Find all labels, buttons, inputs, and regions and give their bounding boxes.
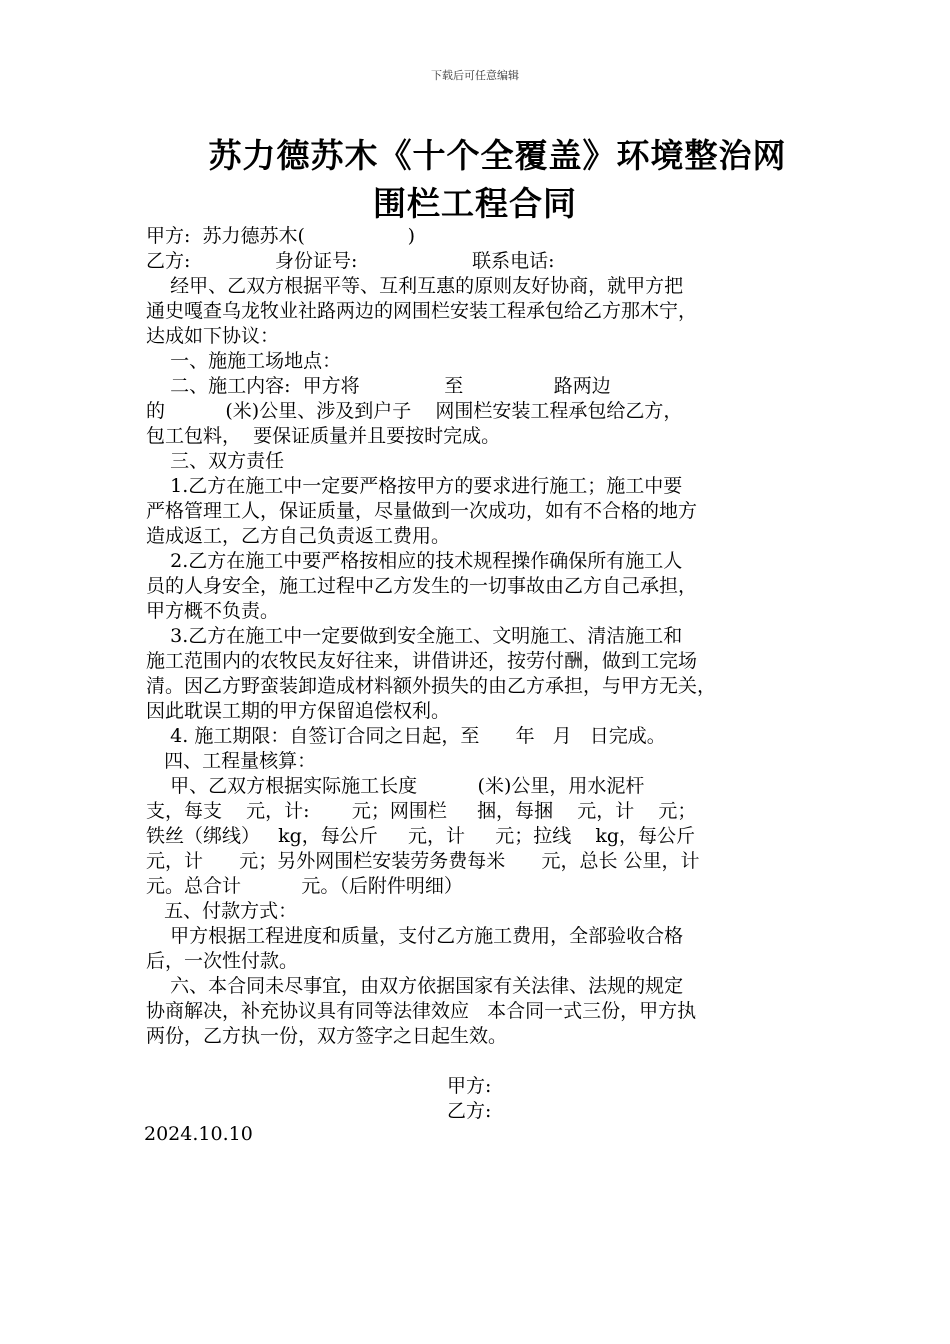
section-heading: 三、双方责任 xyxy=(146,450,285,472)
party-a-line: 甲方: 苏力德苏木( ) xyxy=(146,225,415,247)
section-heading: 四、工程量核算： xyxy=(146,750,317,772)
contract-title-line-1: 苏力德苏木《十个全覆盖》环境整治网 xyxy=(208,136,787,175)
body-line: 后，一次性付款。 xyxy=(146,950,299,972)
body-line: 元，计 元；另外网围栏安装劳务费每米 元，总长 公里，计 xyxy=(146,850,700,872)
party-b-line: 乙方: 身份证号: 联系电话: xyxy=(146,250,555,272)
section-heading: 五、付款方式： xyxy=(146,900,298,922)
contract-date: 2024.10.10 xyxy=(144,1123,253,1145)
body-line: 的 (米)公里、涉及到户子 网围栏安装工程承包给乙方， xyxy=(146,400,683,422)
body-line: 造成返工，乙方自己负责返工费用。 xyxy=(146,525,451,547)
contract-body xyxy=(146,224,810,1049)
signature-party-b: 乙方: xyxy=(447,1100,492,1122)
body-line: 包工包料， 要保证质量并且要按时完成。 xyxy=(146,425,501,447)
body-line: 六、本合同未尽事宜，由双方依据国家有关法律、法规的规定 xyxy=(146,975,684,997)
body-line: 协商解决，补充协议具有同等法律效应 本合同一式三份，甲方执 xyxy=(146,1000,697,1022)
body-line: 支，每支 元，计: 元；网围栏 捆，每捆 元，计 元； xyxy=(146,800,697,822)
body-line: 通史嘎查乌龙牧业社路两边的网围栏安装工程承包给乙方那木宁， xyxy=(146,300,698,322)
signature-party-a: 甲方: xyxy=(447,1075,492,1097)
section-heading: 二、施工内容: 甲方将 至 路两边 xyxy=(146,375,611,397)
page-header: 下载后可任意编辑 xyxy=(431,69,519,82)
body-line: 元。总合计 元。（后附件明细） xyxy=(146,875,463,897)
body-line: 3.乙方在施工中一定要做到安全施工、文明施工、清洁施工和 xyxy=(146,625,683,647)
body-line: 1.乙方在施工中一定要严格按甲方的要求进行施工；施工中要 xyxy=(146,475,683,497)
body-line: 甲、乙双方根据实际施工长度 (米)公里，用水泥杆 xyxy=(146,775,645,797)
body-line: 铁丝（绑线） kg，每公斤 元，计 元；拉线 kg，每公斤 xyxy=(146,825,696,847)
body-line: 严格管理工人，保证质量，尽量做到一次成功，如有不合格的地方 xyxy=(146,500,698,522)
contract-title-line-2: 围栏工程合同 xyxy=(373,184,577,223)
body-line: 施工范围内的农牧民友好往来，讲借讲还，按劳付酬，做到工完场 xyxy=(146,650,698,672)
body-line: 两份，乙方执一份，双方签字之日起生效。 xyxy=(146,1025,508,1047)
body-line: 甲方根据工程进度和质量，支付乙方施工费用，全部验收合格 xyxy=(146,925,684,947)
body-line: 4. 施工期限：自签订合同之日起，至 年 月 日完成。 xyxy=(146,725,666,747)
body-line: 经甲、乙双方根据平等、互利互惠的原则友好协商，就甲方把 xyxy=(146,275,684,297)
body-line: 员的人身安全，施工过程中乙方发生的一切事故由乙方自己承担， xyxy=(146,575,698,597)
body-line: 2.乙方在施工中要严格按相应的技术规程操作确保所有施工人 xyxy=(146,550,683,572)
section-heading: 一、施施工场地点： xyxy=(146,350,342,372)
body-line: 甲方概不负责。 xyxy=(146,600,280,622)
body-line: 达成如下协议： xyxy=(146,325,280,347)
body-line: 清。因乙方野蛮装卸造成材料额外损失的由乙方承担，与甲方无关， xyxy=(146,675,717,697)
body-line: 因此耽误工期的甲方保留追偿权利。 xyxy=(146,700,451,722)
